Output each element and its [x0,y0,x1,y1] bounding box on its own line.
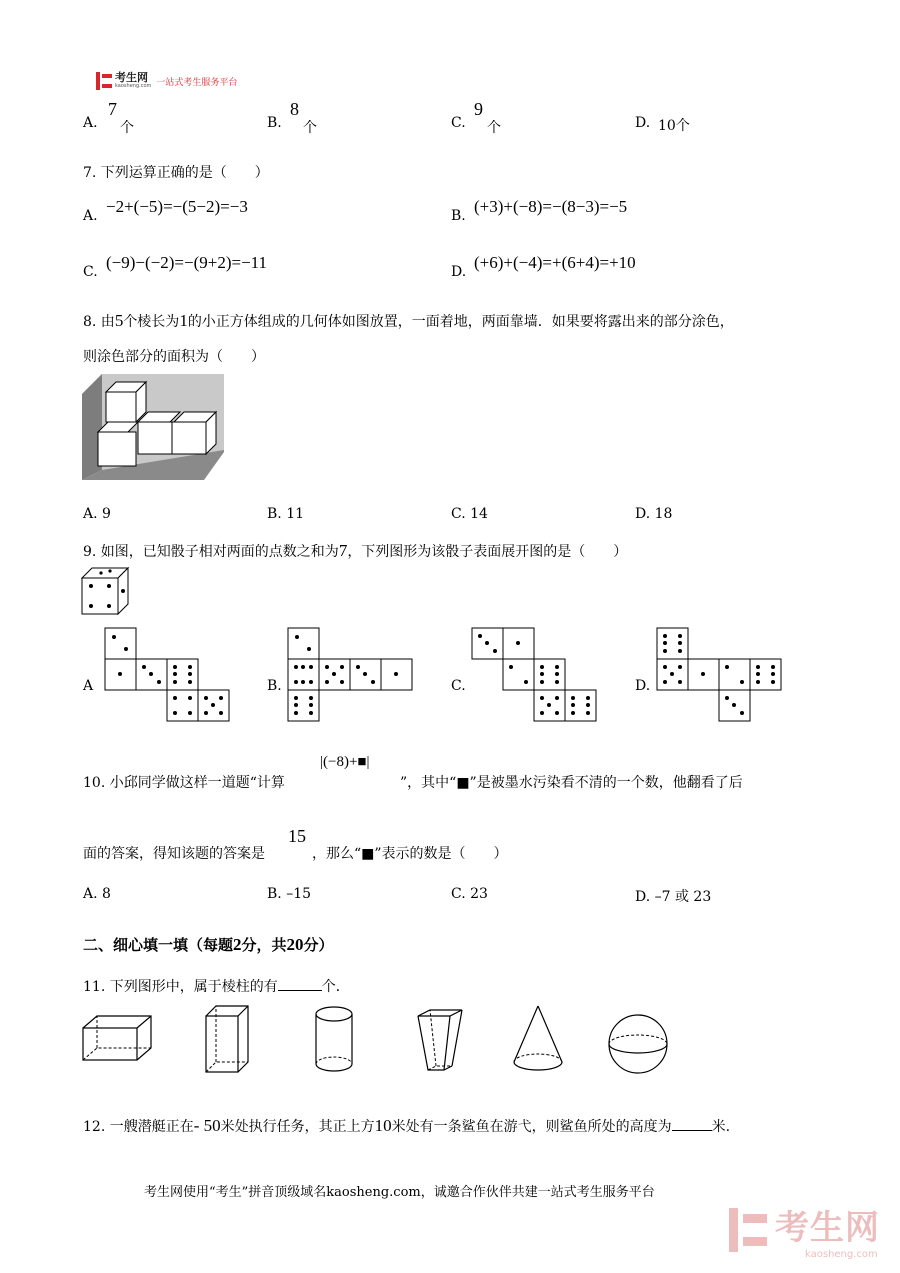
watermark-logo-icon [729,1208,769,1252]
cuboid-shape [80,1012,155,1068]
cylinder-shape [312,1004,356,1074]
q6-option-b-unit: 个 [303,120,317,136]
q7-option-c: (−9)−(−2)=−(9+2)=−11 [106,253,268,272]
q10-line2-1: 面的答案，得知该题的答案是 [83,846,265,862]
q12-answer-blank [672,1118,712,1131]
logo-name: 考生网 [115,71,148,84]
q12-stem-1: 12. 一艘潜艇正在 [83,1119,194,1135]
q6-option-c-letter: C. [451,115,466,131]
q6-option-c-num: 9 [474,99,483,119]
q6-option-c-unit: 个 [487,120,501,136]
section-2-title [83,934,334,955]
q10-n15: 15 [288,826,306,846]
net-c [471,627,599,722]
q11-stem-1: 11. 下列图形中，属于棱柱的有 [83,979,278,995]
cube-stack-figure [82,374,226,482]
q8-stem-2: 个棱长为 [123,314,180,330]
q6-option-d-letter: D. [635,115,651,131]
q8-option-c: C. 14 [451,506,488,522]
rectangular-prism-shape [203,1004,253,1076]
q6-option-a-letter: A. [83,115,98,131]
q10-stem-2: ”，其中“■”是被墨水污染看不清的一个数，他翻看了后 [400,775,743,791]
q7-option-a: −2+(−5)=−(5−2)=−3 [106,197,248,216]
q10-option-a: A. 8 [83,886,111,902]
q10-option-c: C. 23 [451,886,488,902]
q8-n5: 5 [114,311,124,330]
q10-option-b: B. –15 [267,886,312,902]
q8-option-b: B. 11 [267,506,305,522]
q10-option-d: D. –7 或 23 [635,889,712,905]
q7-option-a-letter: A. [83,208,98,224]
sphere-shape [606,1012,670,1076]
q12-n50: - 50 [193,1116,221,1135]
watermark-domain: kaosheng.com [805,1249,878,1260]
section-2-title-1: 二、细心填一填（每题 [83,936,234,954]
q8-n1: 1 [179,311,188,330]
q7-option-b: (+3)+(−8)=−(8−3)=−5 [474,197,628,216]
q8-stem-1: 8. 由 [83,314,115,330]
q9-label-c: C. [451,678,466,694]
logo-domain: kaosheng.com [115,83,152,89]
q9-label-d: D. [635,678,651,694]
watermark [729,1200,880,1260]
cone-shape [510,1004,566,1074]
q7-option-b-letter: B. [451,208,466,224]
q12-stem-4: 米. [711,1119,731,1135]
q11-stem-2: 个． [321,979,350,995]
q9-label-a: A [83,678,94,694]
q10-expression: |(−8)+■| [320,754,370,770]
watermark-text: 考生网 [775,1208,880,1248]
logo-slogan: 一站式考生服务平台 [156,77,238,88]
q9-label-b: B. [267,678,282,694]
q8-option-d: D. 18 [635,506,673,522]
q7-option-d-letter: D. [451,264,467,280]
net-b [287,627,415,722]
section-2-title-3: 分） [303,936,334,954]
q9-stem-2: ，下列图形为该骰子表面展开图的是（ ） [347,544,628,560]
q9-n7: 7 [338,541,348,560]
q12-stem [83,1116,730,1136]
q7-stem: 7. 下列运算正确的是（ ） [83,165,269,181]
q7-option-d: (+6)+(−4)=+(6+4)=+10 [474,253,636,272]
q6-option-a-num: 7 [108,99,117,119]
q11-stem [83,976,350,996]
q12-stem-2: 米处执行任务，其正上方 [220,1119,375,1135]
q10-stem-1: 10. 小邱同学做这样一道题“计算 [83,775,285,791]
frustum-shape [416,1008,466,1074]
q6-option-b-letter: B. [267,115,282,131]
logo-icon [96,72,112,90]
net-a [104,627,232,722]
q8-stem [83,311,734,331]
q11-answer-blank [278,978,322,991]
q6-option-a-unit: 个 [120,120,134,136]
q8-stem-line2: 则涂色部分的面积为（ ） [83,349,265,365]
section-2-title-2: 分，共 [241,936,287,954]
q8-stem-3: 的小正方体组成的几何体如图放置，一面着地，两面靠墙．如果要将露出来的部分涂色， [187,314,734,330]
section-2-n20: 20 [286,935,304,954]
q10-line2-2: ，那么“■”表示的数是（ ） [312,846,508,862]
section-2-n2: 2 [233,935,242,954]
q6-option-d-text: 10个 [658,118,690,134]
q6-option-b-num: 8 [290,99,299,119]
dice-figure [80,566,130,616]
q9-stem [83,541,627,561]
q9-stem-1: 9. 如图，已知骰子相对两面的点数之和为 [83,544,339,560]
header-logo [96,72,237,90]
q12-n10: 10 [374,1116,392,1135]
footer-text: 考生网使用“考生”拼音顶级域名kaosheng.com，诚邀合作伙伴共建一站式考生服务平台 [144,1185,655,1200]
net-d [656,627,784,722]
q7-option-c-letter: C. [83,264,98,280]
q12-stem-3: 米处有一条鲨鱼在游弋，则鲨鱼所处的高度为 [391,1119,672,1135]
q8-option-a: A. 9 [83,506,111,522]
